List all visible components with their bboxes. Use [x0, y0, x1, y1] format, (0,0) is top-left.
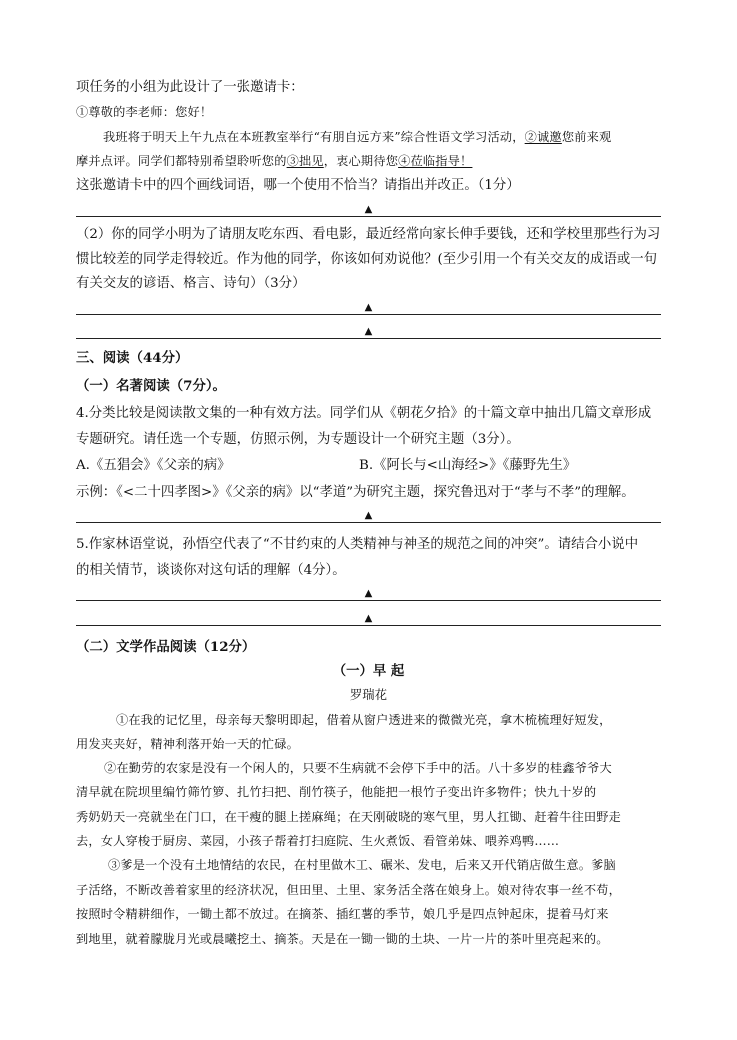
q4-line2: 专题研究。请任选一个专题，仿照示例，为专题设计一个研究主题（3分）。 — [76, 432, 520, 447]
subsection-heading-literature: （二）文学作品阅读（12分） — [76, 639, 256, 655]
subsection-heading-classics: （一）名著阅读（7分）。 — [76, 378, 226, 394]
paragraph-3: 子活络，不断改善着家里的经济状况，但田里、土里、家务活全落在娘身上。娘对待农事一丝不苟， — [76, 883, 622, 897]
q4-example: 示例：《<二十四孝图>》《父亲的病》以“孝道”为研究主题，探究鲁迅对于“孝与不孝”的理解。 — [76, 485, 635, 500]
underlined-word-4: ④莅临指导！ — [398, 154, 473, 168]
answer-line — [76, 625, 661, 626]
answer-marker: ▲ — [364, 326, 373, 337]
answer-marker: ▲ — [364, 204, 373, 215]
q5-line2: 的相关情节，谈谈你对这句话的理解（4分）。 — [76, 563, 346, 578]
answer-marker: ▲ — [364, 302, 373, 313]
paragraph-3: ③爹是一个没有土地情结的农民，在村里做木工、碾米、发电，后来又开代销店做生意。爹脑 — [108, 858, 616, 872]
paragraph-1: ①在我的记忆里，母亲每天黎明即起，借着从窗户透进来的微微光亮，拿木梳梳理好短发， — [116, 713, 612, 727]
paragraph-2: 清早就在院坝里编竹筛竹箩、扎竹扫把、削竹筷子，他能把一根竹子变出许多物件；快九十岁的 — [76, 785, 597, 799]
card-body-line1: 我班将于明天上午九点在本班教室举行“有朋自远方来”综合性语文学习活动，②诚邀您前来观 — [103, 130, 612, 144]
card-body-line2: 摩并点评。同学们都特别希望聆听您的③拙见，衷心期待您④莅临指导！ — [76, 154, 473, 168]
q4-options — [76, 457, 676, 475]
answer-line — [76, 338, 661, 339]
option-b: B.《阿长与<山海经>》《藤野先生》 — [359, 458, 577, 473]
option-a: A.《五猖会》《父亲的病》 — [76, 458, 231, 473]
q2-line2: 惯比较差的同学走得较近。作为他的同学，你该如何劝说他？(至少引用一个有关交友的成语或一句 — [76, 252, 658, 267]
underlined-word-2: ②诚邀 — [524, 130, 562, 144]
answer-line — [76, 522, 661, 523]
q5-line1: 5.作家林语堂说，孙悟空代表了“不甘约束的人类精神与神圣的规范之间的冲突”。请结合小说中 — [76, 537, 639, 552]
answer-line — [76, 314, 661, 315]
paragraph-3: 到地里，就着朦胧月光或晨曦挖土、摘茶。天是在一锄一锄的土块、一片一片的茶叶里亮起来的。 — [76, 932, 609, 946]
article-author: 罗瑞花 — [349, 687, 388, 702]
paragraph-2: 去，女人穿梭于厨房、菜园，小孩子帮着打扫庭院、生火煮饭、看管弟妹、喂养鸡鸭…… — [76, 834, 560, 848]
q4-line1: 4.分类比较是阅读散文集的一种有效方法。同学们从《朝花夕拾》的十篇文章中抽出几篇文章形成 — [76, 406, 652, 421]
intro-text: 项任务的小组为此设计了一张邀请卡： — [76, 80, 304, 95]
q2-line3: 有关交友的谚语、格言、诗句）（3分） — [76, 276, 306, 291]
answer-line — [76, 216, 661, 217]
question-invite: 这张邀请卡中的四个画线词语，哪一个使用不恰当？请指出并改正。（1分） — [76, 178, 520, 193]
answer-marker: ▲ — [364, 613, 373, 624]
answer-marker: ▲ — [364, 510, 373, 521]
paragraph-3: 按照时令精耕细作，一锄土都不放过。在摘茶、插红薯的季节，娘几乎是四点钟起床，提着马灯来 — [76, 907, 609, 921]
underlined-word-3: ③拙见 — [286, 154, 324, 168]
answer-line — [76, 600, 661, 601]
q2-line1: （2）你的同学小明为了请朋友吃东西、看电影，最近经常向家长伸手要钱，还和学校里那些行为习 — [76, 227, 661, 242]
paragraph-2: ②在勤劳的农家是没有一个闲人的，只要不生病就不会停下手中的活。八十多岁的桂鑫爷爷大 — [104, 761, 612, 775]
card-salutation: ①尊敬的李老师：您好！ — [76, 105, 213, 119]
article-title: （一）早 起 — [332, 663, 405, 679]
answer-marker: ▲ — [364, 588, 373, 599]
paragraph-1: 用发夹夹好，精神利落开始一天的忙碌。 — [76, 737, 299, 751]
section-heading-reading: 三、阅读（44分） — [76, 350, 189, 366]
paragraph-2: 秀奶奶天一亮就坐在门口，在干瘦的腿上搓麻绳；在天刚破晓的寒气里，男人扛锄、赶着牛往田野走 — [76, 810, 622, 824]
